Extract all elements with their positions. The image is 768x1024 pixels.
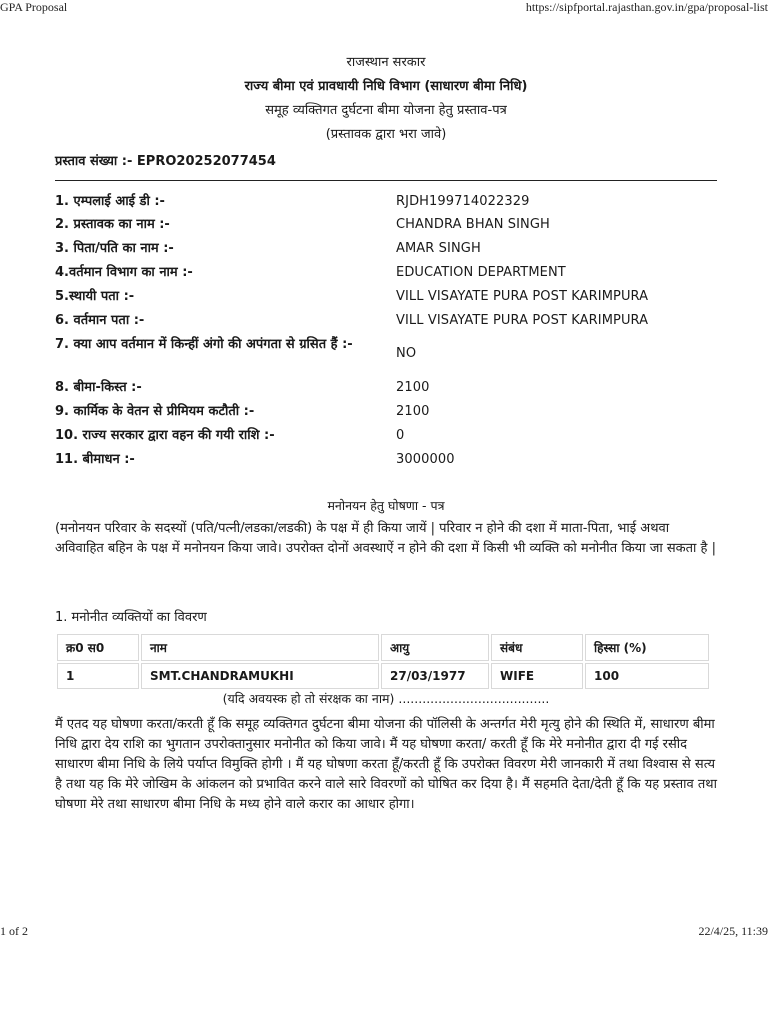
table-cell: WIFE	[491, 663, 583, 689]
nominee-details-heading: 1. मनोनीत व्यक्तियों का विवरण	[55, 610, 207, 625]
field-value: EDUCATION DEPARTMENT	[396, 265, 566, 280]
table-cell: 100	[585, 663, 709, 689]
field-label: 5.स्थायी पता :-	[55, 289, 135, 304]
field-label: 3. पिता/पति का नाम :-	[55, 241, 174, 256]
field-value: VILL VISAYATE PURA POST KARIMPURA	[396, 313, 649, 328]
field-label: 10. राज्य सरकार द्वारा वहन की गयी राशि :-	[55, 428, 275, 443]
fill-instruction: (प्रस्तावक द्वारा भरा जावे)	[325, 127, 447, 142]
page-count: 1 of 2	[0, 924, 28, 938]
column-header: संबंध	[491, 634, 583, 661]
field-value: 3000000	[396, 452, 455, 467]
field-value: RJDH199714022329	[396, 194, 530, 209]
table-cell: SMT.CHANDRAMUKHI	[141, 663, 379, 689]
table-row	[57, 663, 709, 689]
field-value: 2100	[396, 380, 430, 395]
field-value: 0	[396, 428, 405, 443]
column-header: हिस्सा (%)	[585, 634, 709, 661]
field-value: 2100	[396, 404, 430, 419]
declaration-text: मैं एतद यह घोषणा करता/करती हूँ कि समूह व्यक्तिगत दुर्घटना बीमा योजना की पॉलिसी के अन्तर्गत मेरी मृत्यु होने की स्थिति में, साधारण बीमा निधि द्वारा देय राशि का भुगतान उपरोक्तानुसार मनोनीत को किया जावे। मैं यह घोषणा करता/ करती हूँ कि मेरे मनोनीत द्वारा दी गई रसीद साधारण बीमा निधि के लिये पर्याप्त विमुक्ति होगी । मैं यह घोषणा करता हूँ/करती हूँ कि उपरोक्त विवरण मेरी जानकारी में तथा विश्वास से सत्य है तथा यह कि मेरे जोखिम के आंकलन को प्रभावित करने वाले सारे विवरणों को घोषित कर दिया है। मैं सहमति देता/देती हूँ कि यह प्रस्ताव तथा घोषणा मेरे तथा साधारण बीमा निधि के मध्य होने वाले करार का आधार होगा।	[55, 717, 717, 812]
nominee-table	[55, 632, 711, 691]
table-header-row	[57, 634, 709, 661]
field-label: 11. बीमाधन :-	[55, 452, 135, 467]
field-label: 6. वर्तमान पता :-	[55, 313, 145, 328]
table-cell: 1	[57, 663, 139, 689]
field-label: 4.वर्तमान विभाग का नाम :-	[55, 265, 193, 280]
field-label: 1. एम्पलाई आई डी :-	[55, 194, 165, 209]
field-label: 9. कार्मिक के वेतन से प्रीमियम कटौती :-	[55, 404, 255, 419]
nomination-title: मनोनयन हेतु घोषणा - पत्र	[327, 498, 445, 513]
scheme-heading: समूह व्यक्तिगत दुर्घटना बीमा योजना हेतु प्रस्ताव-पत्र	[265, 103, 507, 118]
page-title: GPA Proposal	[0, 0, 68, 14]
divider	[55, 180, 717, 181]
proposal-number: प्रस्ताव संख्या :- EPRO20252077454	[55, 154, 276, 169]
field-value: NO	[396, 346, 417, 361]
column-header: आयु	[381, 634, 489, 661]
field-label: 8. बीमा-किस्त :-	[55, 380, 142, 395]
field-value: VILL VISAYATE PURA POST KARIMPURA	[396, 289, 649, 304]
guardian-line: (यदि अवयस्क हो तो संरक्षक का नाम) ......................................	[222, 691, 550, 706]
print-timestamp: 22/4/25, 11:39	[698, 924, 768, 938]
field-value: AMAR SINGH	[396, 241, 481, 256]
field-value: CHANDRA BHAN SINGH	[396, 217, 550, 232]
column-header: क्र0 स0	[57, 634, 139, 661]
column-header: नाम	[141, 634, 379, 661]
page-url[interactable]: https://sipfportal.rajasthan.gov.in/gpa/proposal-list	[525, 0, 768, 14]
table-cell: 27/03/1977	[381, 663, 489, 689]
govt-heading: राजस्थान सरकार	[346, 55, 426, 70]
department-heading: राज्य बीमा एवं प्रावधायी निधि विभाग (साधारण बीमा निधि)	[244, 79, 528, 94]
field-label: 7. क्या आप वर्तमान में किन्हीं अंगो की अपंगता से ग्रसित हैं :-	[55, 337, 353, 352]
field-label: 2. प्रस्तावक का नाम :-	[55, 217, 170, 232]
nomination-instructions: (मनोनयन परिवार के सदस्यों (पति/पत्नी/लडका/लडकी) के पक्ष में ही किया जायें | परिवार न होने की दशा में माता-पिता, भाई अथवा अविवाहित बहिन के पक्ष में मनोनयन किया जावे। उपरोक्त दोनों अवस्थाऐं न होने की दशा में किसी भी व्यक्ति को मनोनीत किया जा सकता है |	[55, 521, 716, 556]
